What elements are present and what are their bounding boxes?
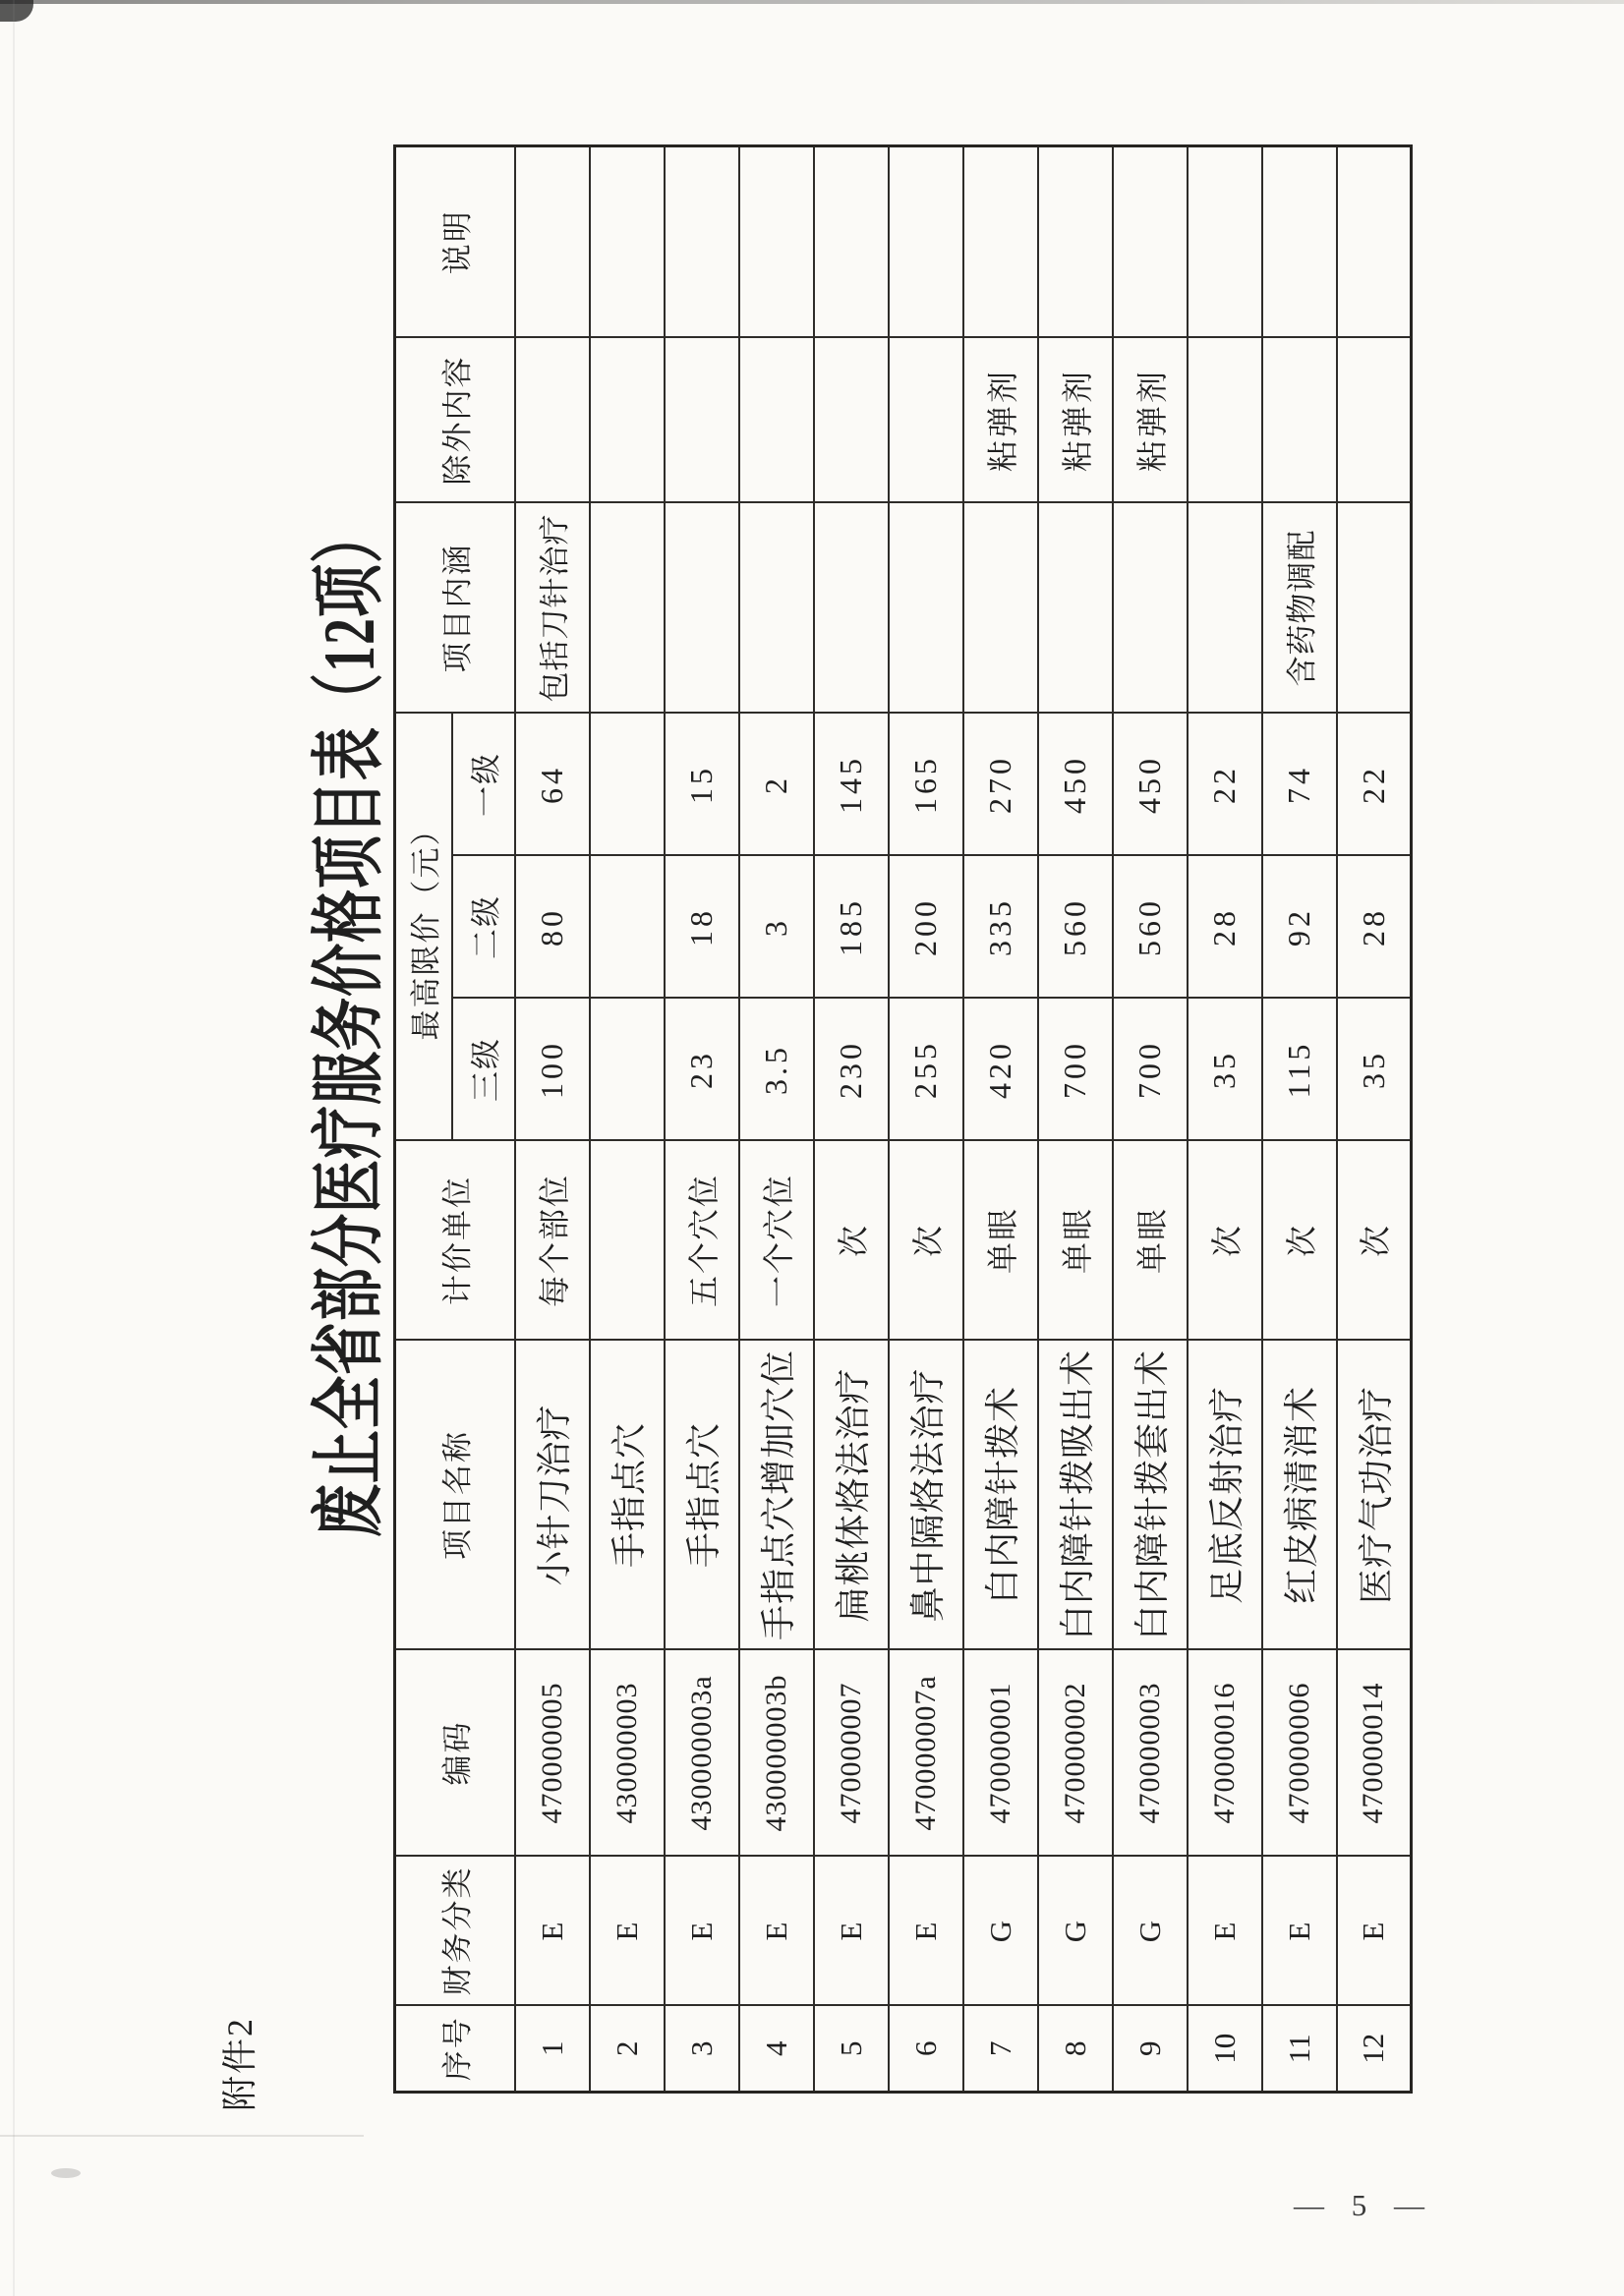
cell-price-tier1: 450 <box>1113 713 1188 855</box>
cell-price-tier1 <box>590 713 665 855</box>
cell-finance-class: E <box>889 1857 963 2006</box>
cell-serial: 11 <box>1262 2006 1337 2093</box>
cell-price-tier3 <box>590 999 665 1141</box>
cell-content <box>814 502 889 713</box>
cell-code: 430000003b <box>739 1650 814 1857</box>
price-table <box>393 144 1413 2094</box>
scan-artifact-smudge <box>51 2168 81 2178</box>
table-row <box>963 145 1038 2092</box>
cell-serial: 4 <box>739 2006 814 2093</box>
cell-code: 470000002 <box>1038 1650 1113 1857</box>
cell-price-tier3: 700 <box>1038 999 1113 1141</box>
cell-finance-class: E <box>1337 1857 1412 2006</box>
cell-price-tier1: 74 <box>1262 713 1337 855</box>
cell-code: 430000003 <box>590 1650 665 1857</box>
cell-finance-class: E <box>814 1857 889 2006</box>
cell-price-tier3: 255 <box>889 999 963 1141</box>
cell-unit: 单眼 <box>1113 1141 1188 1341</box>
cell-notes <box>515 145 590 337</box>
cell-price-tier3: 35 <box>1337 999 1412 1141</box>
cell-item-name: 手指点穴 <box>665 1341 739 1650</box>
cell-price-tier2: 3 <box>739 856 814 999</box>
cell-price-tier3: 3.5 <box>739 999 814 1141</box>
header-tier2: 二级 <box>452 856 515 999</box>
cell-exclusions <box>1188 337 1262 502</box>
cell-unit: 五个穴位 <box>665 1141 739 1341</box>
table-row <box>1337 145 1412 2092</box>
table-row <box>515 145 590 2092</box>
table-row <box>665 145 739 2092</box>
header-serial: 序号 <box>395 2006 515 2093</box>
cell-price-tier3: 230 <box>814 999 889 1141</box>
scan-artifact-faint-line <box>0 2135 364 2137</box>
cell-price-tier3: 115 <box>1262 999 1337 1141</box>
cell-unit: 次 <box>1337 1141 1412 1341</box>
cell-finance-class: E <box>590 1857 665 2006</box>
cell-price-tier1: 22 <box>1188 713 1262 855</box>
cell-item-name: 手指点穴 <box>590 1341 665 1650</box>
header-tier1: 一级 <box>452 713 515 855</box>
cell-unit: 次 <box>1262 1141 1337 1341</box>
table-row <box>1188 145 1262 2092</box>
cell-unit: 单眼 <box>1038 1141 1113 1341</box>
table-row <box>1262 145 1337 2092</box>
cell-notes <box>590 145 665 337</box>
cell-item-name: 白内障针拨套出术 <box>1113 1341 1188 1650</box>
cell-serial: 2 <box>590 2006 665 2093</box>
header-content: 项目内涵 <box>395 502 515 713</box>
cell-price-tier2: 92 <box>1262 856 1337 999</box>
cell-unit: 每个部位 <box>515 1141 590 1341</box>
attachment-label: 附件2 <box>220 2016 260 2111</box>
cell-price-tier1: 64 <box>515 713 590 855</box>
cell-exclusions: 粘弹剂 <box>1038 337 1113 502</box>
cell-price-tier3: 700 <box>1113 999 1188 1141</box>
cell-content <box>1188 502 1262 713</box>
cell-item-name: 鼻中隔烙法治疗 <box>889 1341 963 1650</box>
header-finance-class: 财务分类 <box>395 1857 515 2006</box>
cell-serial: 5 <box>814 2006 889 2093</box>
cell-content <box>963 502 1038 713</box>
cell-exclusions <box>889 337 963 502</box>
cell-price-tier2: 560 <box>1113 856 1188 999</box>
cell-unit: 单眼 <box>963 1141 1038 1341</box>
cell-exclusions: 粘弹剂 <box>1113 337 1188 502</box>
rotated-document-content <box>197 147 1410 2111</box>
header-unit: 计价单位 <box>395 1141 515 1341</box>
cell-price-tier2: 200 <box>889 856 963 999</box>
cell-content <box>1038 502 1113 713</box>
cell-item-name: 白内障针拨吸出术 <box>1038 1341 1113 1650</box>
scan-artifact-top-edge <box>0 0 1624 4</box>
cell-finance-class: E <box>1188 1857 1262 2006</box>
cell-notes <box>739 145 814 337</box>
cell-finance-class: G <box>1038 1857 1113 2006</box>
cell-code: 470000007 <box>814 1650 889 1857</box>
cell-price-tier2: 28 <box>1188 856 1262 999</box>
cell-price-tier1: 270 <box>963 713 1038 855</box>
cell-notes <box>665 145 739 337</box>
cell-code: 470000001 <box>963 1650 1038 1857</box>
cell-price-tier1: 450 <box>1038 713 1113 855</box>
cell-price-tier1: 165 <box>889 713 963 855</box>
cell-item-name: 手指点穴增加穴位 <box>739 1341 814 1650</box>
cell-exclusions <box>1337 337 1412 502</box>
cell-code: 470000014 <box>1337 1650 1412 1857</box>
cell-code: 470000006 <box>1262 1650 1337 1857</box>
header-price-cap-group: 最高限价（元） <box>395 713 452 1140</box>
table-row <box>590 145 665 2092</box>
cell-price-tier2: 560 <box>1038 856 1113 999</box>
cell-code: 470000007a <box>889 1650 963 1857</box>
cell-item-name: 白内障针拨术 <box>963 1341 1038 1650</box>
cell-code: 430000003a <box>665 1650 739 1857</box>
cell-serial: 9 <box>1113 2006 1188 2093</box>
cell-exclusions <box>515 337 590 502</box>
cell-serial: 7 <box>963 2006 1038 2093</box>
cell-price-tier3: 35 <box>1188 999 1262 1141</box>
cell-content <box>739 502 814 713</box>
cell-unit <box>590 1141 665 1341</box>
cell-price-tier1: 145 <box>814 713 889 855</box>
header-tier3: 三级 <box>452 999 515 1141</box>
cell-content <box>665 502 739 713</box>
table-row <box>1113 145 1188 2092</box>
cell-item-name: 扁桃体烙法治疗 <box>814 1341 889 1650</box>
scan-artifact-left-edge <box>13 0 15 2296</box>
cell-item-name: 小针刀治疗 <box>515 1341 590 1650</box>
cell-serial: 10 <box>1188 2006 1262 2093</box>
cell-notes <box>814 145 889 337</box>
cell-content: 含药物调配 <box>1262 502 1337 713</box>
cell-price-tier2: 18 <box>665 856 739 999</box>
cell-content <box>1337 502 1412 713</box>
cell-unit: 次 <box>814 1141 889 1341</box>
cell-notes <box>1113 145 1188 337</box>
cell-unit: 一个穴位 <box>739 1141 814 1341</box>
cell-item-name: 医疗气功治疗 <box>1337 1341 1412 1650</box>
cell-notes <box>1188 145 1262 337</box>
cell-code: 470000003 <box>1113 1650 1188 1857</box>
header-exclusions: 除外内容 <box>395 337 515 502</box>
cell-serial: 6 <box>889 2006 963 2093</box>
cell-content: 包括刀针治疗 <box>515 502 590 713</box>
scan-artifact-corner <box>0 0 33 22</box>
cell-serial: 8 <box>1038 2006 1113 2093</box>
cell-price-tier2: 335 <box>963 856 1038 999</box>
cell-notes <box>1337 145 1412 337</box>
cell-notes <box>1262 145 1337 337</box>
cell-content <box>590 502 665 713</box>
rotated-inner <box>197 147 1410 2111</box>
cell-item-name: 红皮病清消术 <box>1262 1341 1337 1650</box>
cell-content <box>889 502 963 713</box>
cell-price-tier1: 22 <box>1337 713 1412 855</box>
table-row <box>889 145 963 2092</box>
table-row <box>814 145 889 2092</box>
cell-notes <box>1038 145 1113 337</box>
cell-item-name: 足底反射治疗 <box>1188 1341 1262 1650</box>
cell-finance-class: E <box>515 1857 590 2006</box>
cell-content <box>1113 502 1188 713</box>
table-header-row <box>395 145 452 2092</box>
cell-code: 470000005 <box>515 1650 590 1857</box>
cell-notes <box>963 145 1038 337</box>
cell-exclusions: 粘弹剂 <box>963 337 1038 502</box>
header-code: 编码 <box>395 1650 515 1857</box>
cell-finance-class: E <box>1262 1857 1337 2006</box>
cell-finance-class: E <box>665 1857 739 2006</box>
cell-price-tier3: 100 <box>515 999 590 1141</box>
cell-price-tier3: 23 <box>665 999 739 1141</box>
cell-code: 470000016 <box>1188 1650 1262 1857</box>
cell-unit: 次 <box>889 1141 963 1341</box>
header-notes: 说明 <box>395 145 515 337</box>
cell-exclusions <box>814 337 889 502</box>
table-row <box>1038 145 1113 2092</box>
cell-exclusions <box>739 337 814 502</box>
cell-exclusions <box>1262 337 1337 502</box>
table-row <box>739 145 814 2092</box>
cell-price-tier2: 80 <box>515 856 590 999</box>
page-title: 废止全省部分医疗服务价格项目表（12项） <box>308 509 390 1537</box>
cell-price-tier1: 2 <box>739 713 814 855</box>
cell-finance-class: E <box>739 1857 814 2006</box>
cell-exclusions <box>665 337 739 502</box>
cell-serial: 12 <box>1337 2006 1412 2093</box>
cell-serial: 1 <box>515 2006 590 2093</box>
page-number: — 5 — <box>1294 2188 1434 2222</box>
cell-price-tier2: 185 <box>814 856 889 999</box>
header-item-name: 项目名称 <box>395 1341 515 1650</box>
cell-finance-class: G <box>963 1857 1038 2006</box>
cell-unit: 次 <box>1188 1141 1262 1341</box>
cell-price-tier3: 420 <box>963 999 1038 1141</box>
cell-serial: 3 <box>665 2006 739 2093</box>
cell-price-tier2 <box>590 856 665 999</box>
cell-price-tier1: 15 <box>665 713 739 855</box>
cell-price-tier2: 28 <box>1337 856 1412 999</box>
cell-finance-class: G <box>1113 1857 1188 2006</box>
cell-notes <box>889 145 963 337</box>
cell-exclusions <box>590 337 665 502</box>
